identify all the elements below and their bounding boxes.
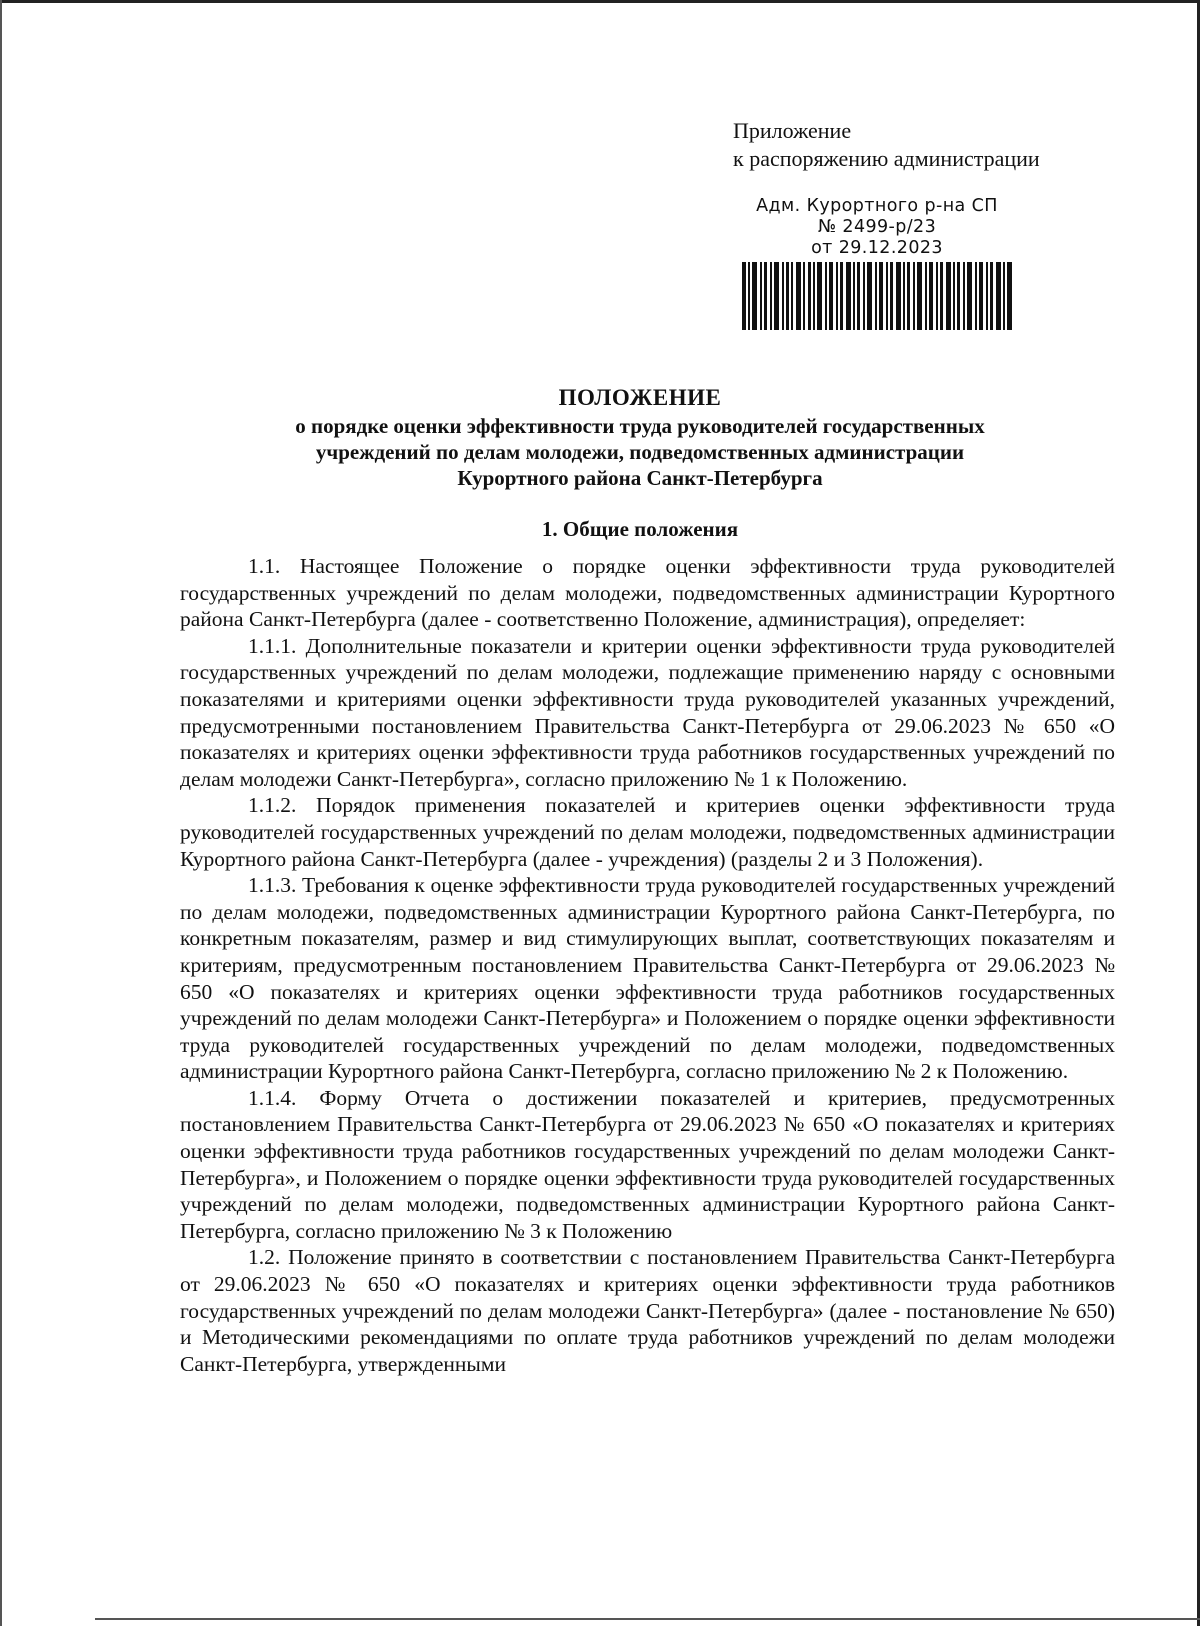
- appendix-note: [733, 117, 1040, 173]
- paragraph-1-1-4: 1.1.4. Форму Отчета о достижении показателей и критериев, предусмотренных постановлением Правительства Санкт-Петербурга от 29.06.2023 № 650 «О показателях и критериях оценки эффективности труда работников государственных учреждений по делам молодежи Санкт-Петербурга», и Положением о порядке оценки эффективности труда руководителей государственных учреждений по делам молодежи, подведомственных администрации Курортного района Санкт-Петербурга, согласно приложению № 3 к Положению: [180, 1085, 1115, 1243]
- appendix-line-2: к распоряжению администрации: [733, 146, 1040, 171]
- paragraph-1-1-3: 1.1.3. Требования к оценке эффективности труда руководителей государственных учреждений по делам молодежи, подведомственных администрации Курортного района Санкт-Петербурга, по конкретным показателям, размер и вид стимулирующих выплат, соответствующих показателям и критериям, предусмотренным постановлением Правительства Санкт-Петербурга от 29.06.2023 № 650 «О показателях и критериях оценки эффективности труда работников государственных учреждений по делам молодежи Санкт-Петербурга» и Положением о порядке оценки эффективности труда руководителей государственных учреждений по делам молодежи, подведомственных администрации Курортного района Санкт-Петербурга, согласно приложению № 2 к Положению.: [180, 873, 1115, 1084]
- stamp-date: от 29.12.2023: [811, 238, 943, 258]
- paragraph-1-2: 1.2. Положение принято в соответствии с постановлением Правительства Санкт-Петербурга от 29.06.2023 № 650 «О показателях и критериях оценки эффективности труда работников государственных учреждений по делам молодежи Санкт-Петербурга» (далее - постановление № 650) и Методическими рекомендациями по оплате труда работников учреждений по делам молодежи Санкт-Петербурга, утвержденными: [180, 1245, 1115, 1376]
- stamp-authority: Адм. Курортного р-на СП: [756, 196, 998, 216]
- barcode-image: [742, 262, 1012, 330]
- document-subtitle-line-3: Курортного района Санкт-Петербурга: [457, 466, 823, 490]
- section-heading: 1. Общие положения: [541, 517, 739, 541]
- document-subtitle-line-2: учреждений по делам молодежи, подведомственных администрации: [315, 440, 965, 464]
- appendix-line-1: Приложение: [733, 118, 852, 143]
- document-body: [180, 553, 1115, 1377]
- stamp-number: № 2499-р/23: [817, 217, 937, 237]
- document-title-block: [180, 383, 1100, 491]
- scan-border-bottom: [95, 1618, 1200, 1620]
- registration-stamp: [742, 196, 1012, 259]
- paragraph-1-1: 1.1. Настоящее Положение о порядке оценки эффективности труда руководителей государственных учреждений по делам молодежи, подведомственных администрации Курортного района Санкт-Петербурга (далее - соответственно Положение, администрация), определяет:: [180, 554, 1115, 632]
- paragraph-1-1-1: 1.1.1. Дополнительные показатели и критерии оценки эффективности труда руководителей государственных учреждений по делам молодежи, подлежащие применению наряду с основными показателями и критериями оценки эффективности труда руководителей указанных учреждений, предусмотренными постановлением Правительства Санкт-Петербурга от 29.06.2023 № 650 «О показателях и критериях оценки эффективности труда работников государственных учреждений по делам молодежи Санкт-Петербурга», согласно приложению № 1 к Положению.: [180, 633, 1115, 791]
- document-title: ПОЛОЖЕНИЕ: [558, 385, 722, 410]
- document-subtitle-line-1: о порядке оценки эффективности труда руководителей государственных: [295, 414, 985, 438]
- scan-border-top: [0, 0, 1200, 3]
- paragraph-1-1-2: 1.1.2. Порядок применения показателей и критериев оценки эффективности труда руководителей государственных учреждений по делам молодежи, подведомственных администрации Курортного района Санкт-Петербурга (далее - учреждения) (разделы 2 и 3 Положения).: [180, 793, 1115, 871]
- scan-border-left: [0, 0, 2, 1626]
